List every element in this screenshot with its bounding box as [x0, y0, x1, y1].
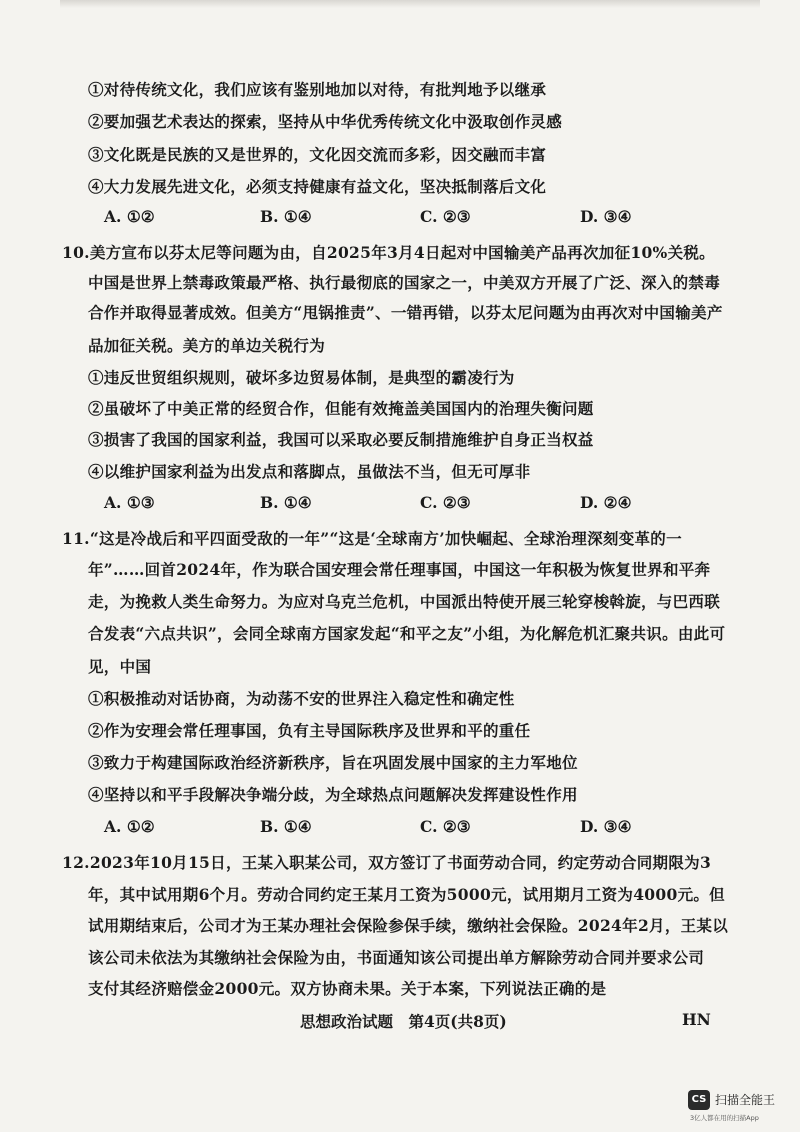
page-footer-label: 思想政治试题 第4页(共8页)	[300, 1012, 507, 1031]
q9-choice-a: A. ①②	[104, 207, 155, 226]
q11-stem-line-5: 见，中国	[88, 657, 152, 676]
q11-stem-line-4: 合发表“六点共识”，会同全球南方国家发起“和平之友”小组，为化解危机汇聚共识。由此可	[88, 624, 726, 643]
q9-option-1: ①对待传统文化，我们应该有鉴别地加以对待，有批判地予以继承	[88, 80, 547, 99]
q10-option-4: ④以维护国家利益为出发点和落脚点，虽做法不当，但无可厚非	[88, 462, 531, 481]
q10-option-1: ①违反世贸组织规则，破坏多边贸易体制，是典型的霸凌行为	[88, 368, 515, 387]
q10-choice-a: A. ①③	[104, 493, 155, 512]
q10-choice-c: C. ②③	[420, 493, 471, 512]
q10-stem-line-4: 品加征关税。美方的单边关税行为	[88, 336, 326, 355]
q11-option-2: ②作为安理会常任理事国，负有主导国际秩序及世界和平的重任	[88, 721, 531, 740]
q9-option-2: ②要加强艺术表达的探索，坚持从中华优秀传统文化中汲取创作灵感	[88, 112, 563, 131]
q12-stem-line-4: 该公司未依法为其缴纳社会保险为由，书面通知该公司提出单方解除劳动合同并要求公司	[88, 948, 705, 967]
q11-option-1: ①积极推动对话协商，为动荡不安的世界注入稳定性和确定性	[88, 689, 515, 708]
scan-top-edge	[60, 0, 760, 8]
q9-choice-d: D. ③④	[580, 207, 632, 226]
q11-option-3: ③致力于构建国际政治经济新秩序，旨在巩固发展中国家的主力军地位	[88, 753, 578, 772]
q10-choice-d: D. ②④	[580, 493, 632, 512]
paper-code: HN	[682, 1010, 711, 1029]
q10-stem-line-1: 10.美方宣布以芬太尼等问题为由，自2025年3月4日起对中国输美产品再次加征10%关税。	[62, 243, 715, 262]
q10-option-3: ③损害了我国的国家利益，我国可以采取必要反制措施维护自身正当权益	[88, 430, 594, 449]
q12-stem-line-3: 试用期结束后，公司才为王某办理社会保险参保手续，缴纳社会保险。2024年2月，王某以	[88, 916, 729, 935]
q11-choice-c: C. ②③	[420, 817, 471, 836]
q11-choice-d: D. ③④	[580, 817, 632, 836]
q11-option-4: ④坚持以和平手段解决争端分歧，为全球热点问题解决发挥建设性作用	[88, 785, 578, 804]
q11-stem-line-2: 年”……回首2024年，作为联合国安理会常任理事国，中国这一年积极为恢复世界和平奔	[88, 560, 711, 579]
q9-choice-b: B. ①④	[260, 207, 312, 226]
scanner-watermark	[688, 1088, 788, 1124]
watermark-tagline: 3亿人都在用的扫描App	[690, 1114, 759, 1122]
q12-stem-line-5: 支付其经济赔偿金2000元。双方协商未果。关于本案，下列说法正确的是	[88, 979, 607, 998]
q11-choice-b: B. ①④	[260, 817, 312, 836]
q10-stem-line-2: 中国是世界上禁毒政策最严格、执行最彻底的国家之一，中美双方开展了广泛、深入的禁毒	[88, 273, 721, 292]
q9-choice-c: C. ②③	[420, 207, 471, 226]
q11-choice-a: A. ①②	[104, 817, 155, 836]
q9-option-3: ③文化既是民族的又是世界的，文化因交流而多彩，因交融而丰富	[88, 145, 547, 164]
watermark-app-name: 扫描全能王	[715, 1093, 776, 1107]
q10-choice-b: B. ①④	[260, 493, 312, 512]
q11-stem-line-1: 11.“这是冷战后和平四面受敌的一年”“这是‘全球南方’加快崛起、全球治理深刻变革的一	[62, 529, 682, 548]
camscanner-logo-icon: CS	[688, 1090, 710, 1110]
q12-stem-line-2: 年，其中试用期6个月。劳动合同约定王某月工资为5000元，试用期月工资为4000元。但	[88, 885, 725, 904]
q10-stem-line-3: 合作并取得显著成效。但美方“甩锅推责”、一错再错，以芬太尼问题为由再次对中国输美产	[88, 303, 723, 322]
q12-stem-line-1: 12.2023年10月15日，王某入职某公司，双方签订了书面劳动合同，约定劳动合同期限为3	[62, 853, 712, 872]
q10-option-2: ②虽破坏了中美正常的经贸合作，但能有效掩盖美国国内的治理失衡问题	[88, 399, 594, 418]
q9-option-4: ④大力发展先进文化，必须支持健康有益文化，坚决抵制落后文化	[88, 177, 547, 196]
q11-stem-line-3: 走，为挽救人类生命努力。为应对乌克兰危机，中国派出特使开展三轮穿梭斡旋，与巴西联	[88, 592, 721, 611]
